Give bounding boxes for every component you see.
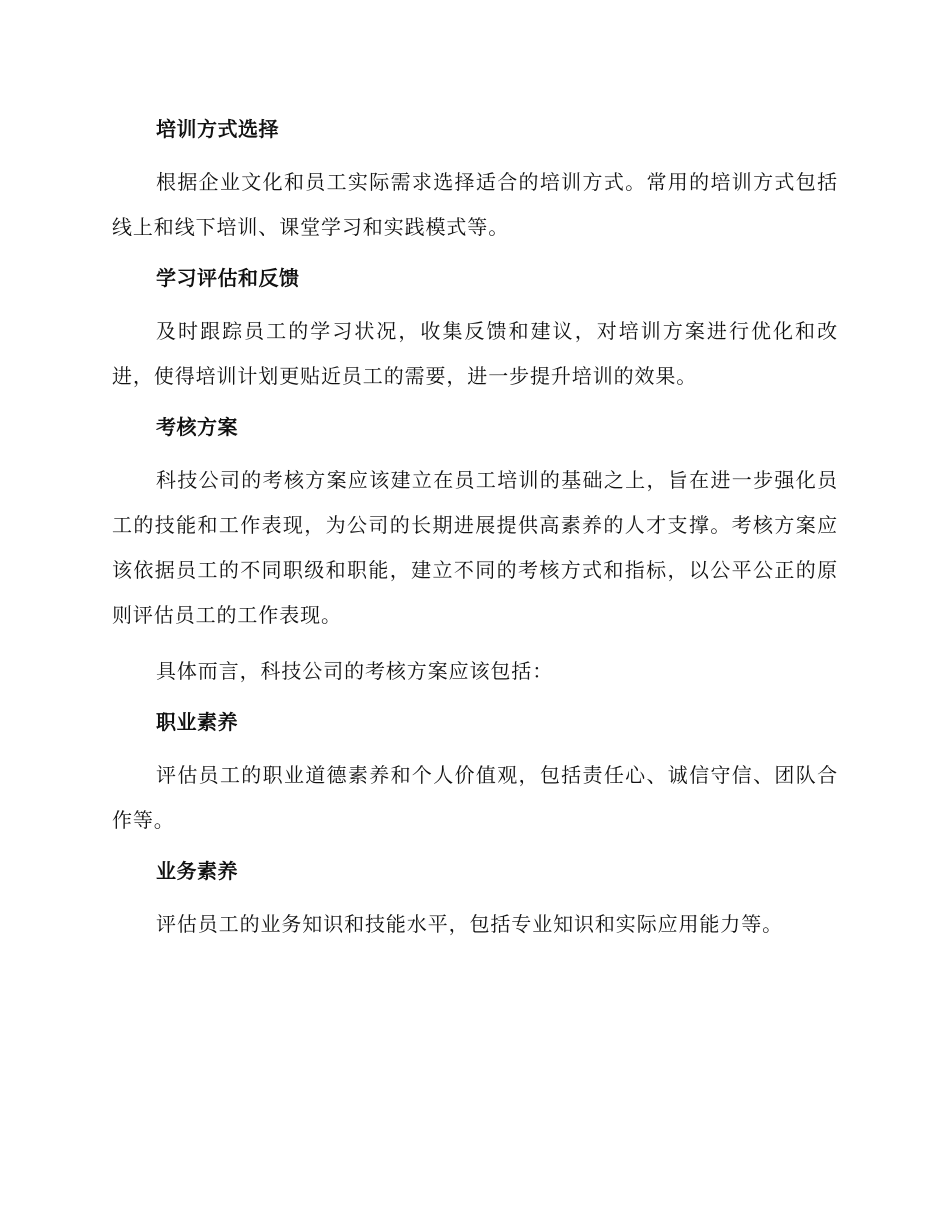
section-heading-training-method: 培训方式选择 (156, 117, 279, 141)
section-heading-business-quality: 业务素养 (156, 859, 238, 883)
section-heading-assessment-plan: 考核方案 (156, 415, 238, 439)
paragraph-learning-evaluation: 及时跟踪员工的学习状况，收集反馈和建议，对培训方案进行优化和改进，使得培训计划更贴近员工的需要，进一步提升培训的效果。 (112, 319, 838, 388)
paragraph-professional-quality: 评估员工的职业道德素养和个人价值观，包括责任心、诚信守信、团队合作等。 (112, 763, 838, 832)
section-heading-learning-evaluation: 学习评估和反馈 (156, 266, 300, 290)
paragraph-assessment-includes: 具体而言，科技公司的考核方案应该包括： (156, 659, 554, 683)
paragraph-assessment-plan: 科技公司的考核方案应该建立在员工培训的基础之上，旨在进一步强化员工的技能和工作表现，为公司的长期进展提供高素养的人才支撑。考核方案应该依据员工的不同职级和职能，建立不同的考核方式和指标，以公平公正的原则评估员工的工作表现。 (112, 468, 838, 627)
section-heading-professional-quality: 职业素养 (156, 710, 238, 734)
paragraph-business-quality: 评估员工的业务知识和技能水平，包括专业知识和实际应用能力等。 (156, 912, 783, 936)
paragraph-training-method: 根据企业文化和员工实际需求选择适合的培训方式。常用的培训方式包括线上和线下培训、课堂学习和实践模式等。 (112, 170, 838, 239)
